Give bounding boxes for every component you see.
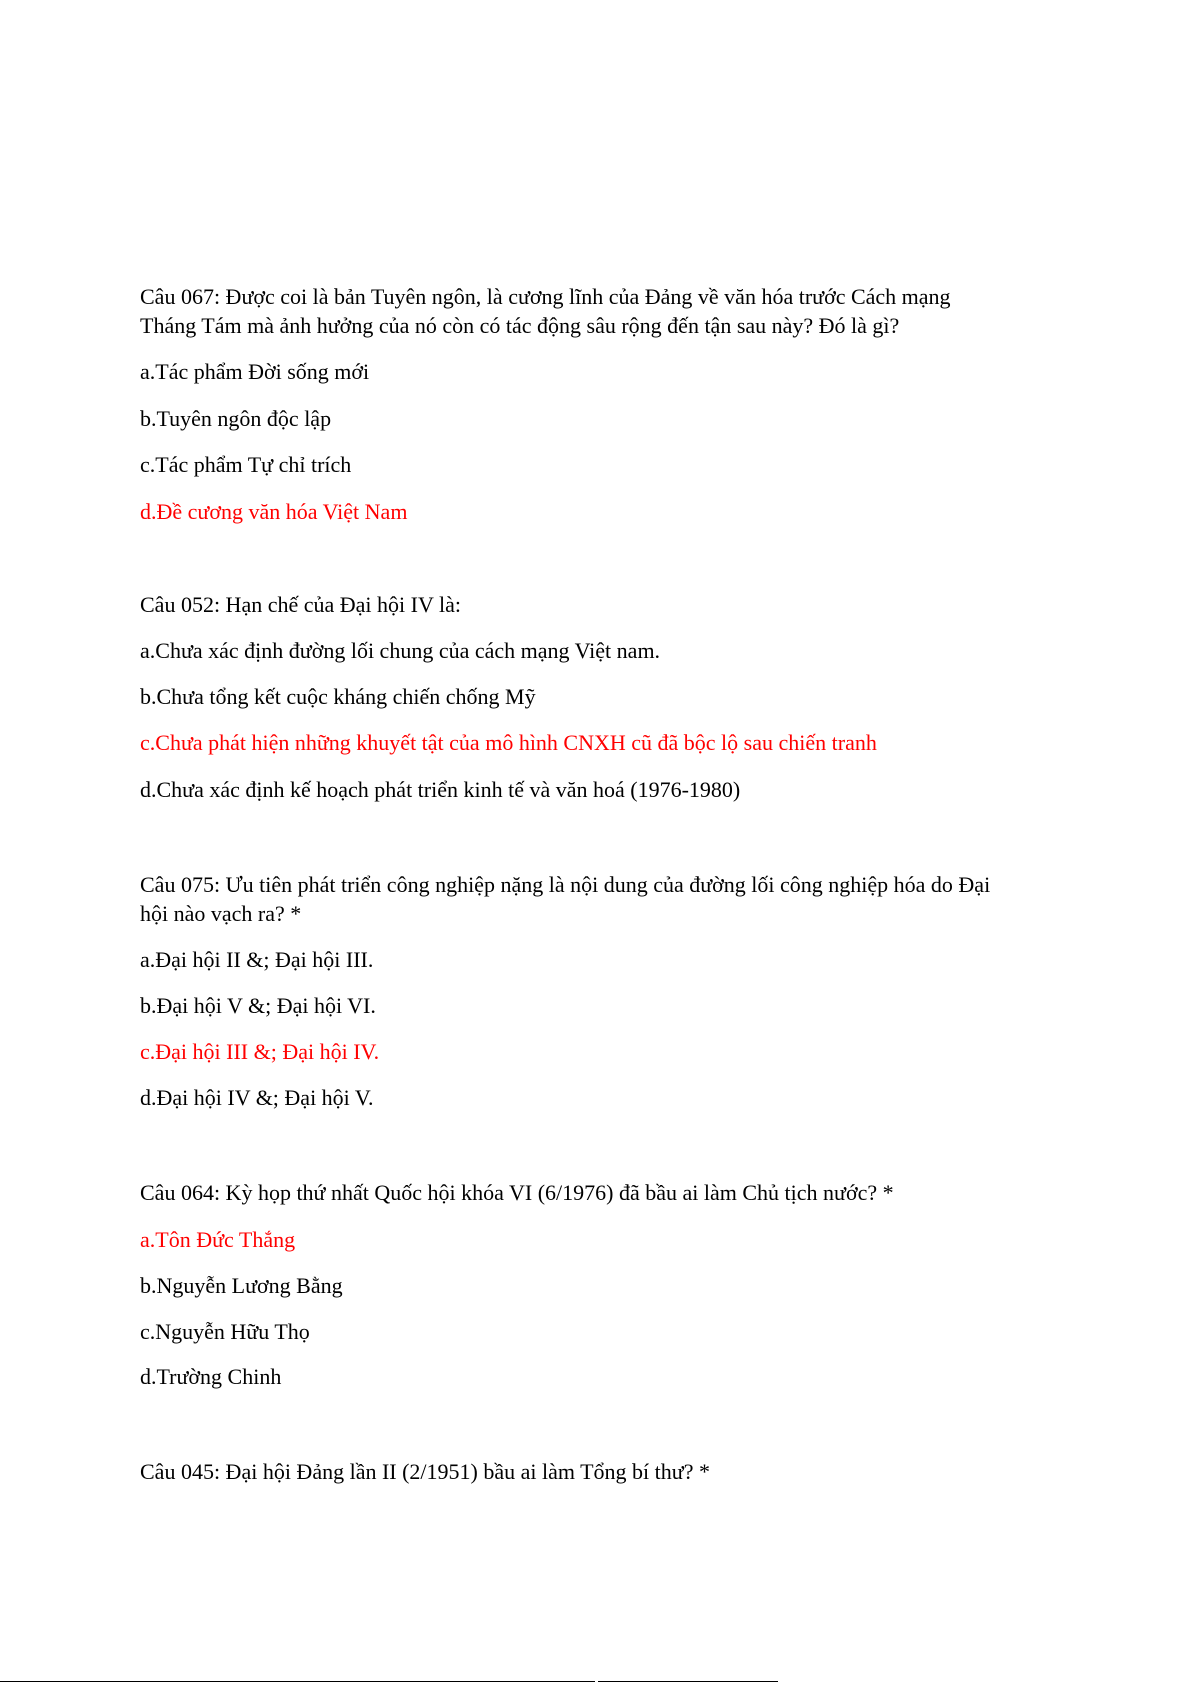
question-075-option-a: a.Đại hội II &; Đại hội III. (140, 947, 374, 972)
footer-divider-left (0, 1681, 595, 1682)
question-064-option-a-correct: a.Tôn Đức Thắng (140, 1227, 296, 1252)
question-052-option-d: d.Chưa xác định kế hoạch phát triển kinh tế và văn hoá (1976-1980) (140, 777, 741, 802)
question-064-option-d: d.Trường Chinh (140, 1364, 282, 1389)
question-075-option-c-correct: c.Đại hội III &; Đại hội IV. (140, 1039, 380, 1064)
question-075-stem-line-1: Câu 075: Ưu tiên phát triển công nghiệp nặng là nội dung của đường lối công nghiệp hóa do Đại (140, 872, 991, 897)
footer-divider-right (598, 1681, 778, 1682)
question-052-stem-line-1: Câu 052: Hạn chế của Đại hội IV là: (140, 592, 461, 617)
question-067-stem-line-2: Tháng Tám mà ảnh hưởng của nó còn có tác động sâu rộng đến tận sau này? Đó là gì? (140, 313, 900, 338)
question-064-stem-line-1: Câu 064: Kỳ họp thứ nhất Quốc hội khóa VI (6/1976) đã bầu ai làm Chủ tịch nước? * (140, 1180, 894, 1205)
question-064-option-c: c.Nguyễn Hữu Thọ (140, 1319, 310, 1344)
question-052-option-c-correct: c.Chưa phát hiện những khuyết tật của mô hình CNXH cũ đã bộc lộ sau chiến tranh (140, 730, 877, 755)
question-075-option-b: b.Đại hội V &; Đại hội VI. (140, 993, 376, 1018)
question-067-stem-line-1: Câu 067: Được coi là bản Tuyên ngôn, là cương lĩnh của Đảng về văn hóa trước Cách mạng (140, 284, 951, 309)
question-045-stem-line-1: Câu 045: Đại hội Đảng lần II (2/1951) bầu ai làm Tổng bí thư? * (140, 1459, 710, 1484)
question-067-option-a: a.Tác phẩm Đời sống mới (140, 359, 370, 384)
question-075-stem-line-2: hội nào vạch ra? * (140, 901, 302, 926)
question-052-option-a: a.Chưa xác định đường lối chung của cách mạng Việt nam. (140, 638, 661, 663)
question-067-option-b: b.Tuyên ngôn độc lập (140, 406, 332, 431)
question-067-option-d-correct: d.Đề cương văn hóa Việt Nam (140, 499, 408, 524)
question-064-option-b: b.Nguyễn Lương Bằng (140, 1273, 343, 1298)
question-075-option-d: d.Đại hội IV &; Đại hội V. (140, 1085, 374, 1110)
question-067-option-c: c.Tác phẩm Tự chỉ trích (140, 452, 352, 477)
question-052-option-b: b.Chưa tổng kết cuộc kháng chiến chống Mỹ (140, 684, 536, 709)
